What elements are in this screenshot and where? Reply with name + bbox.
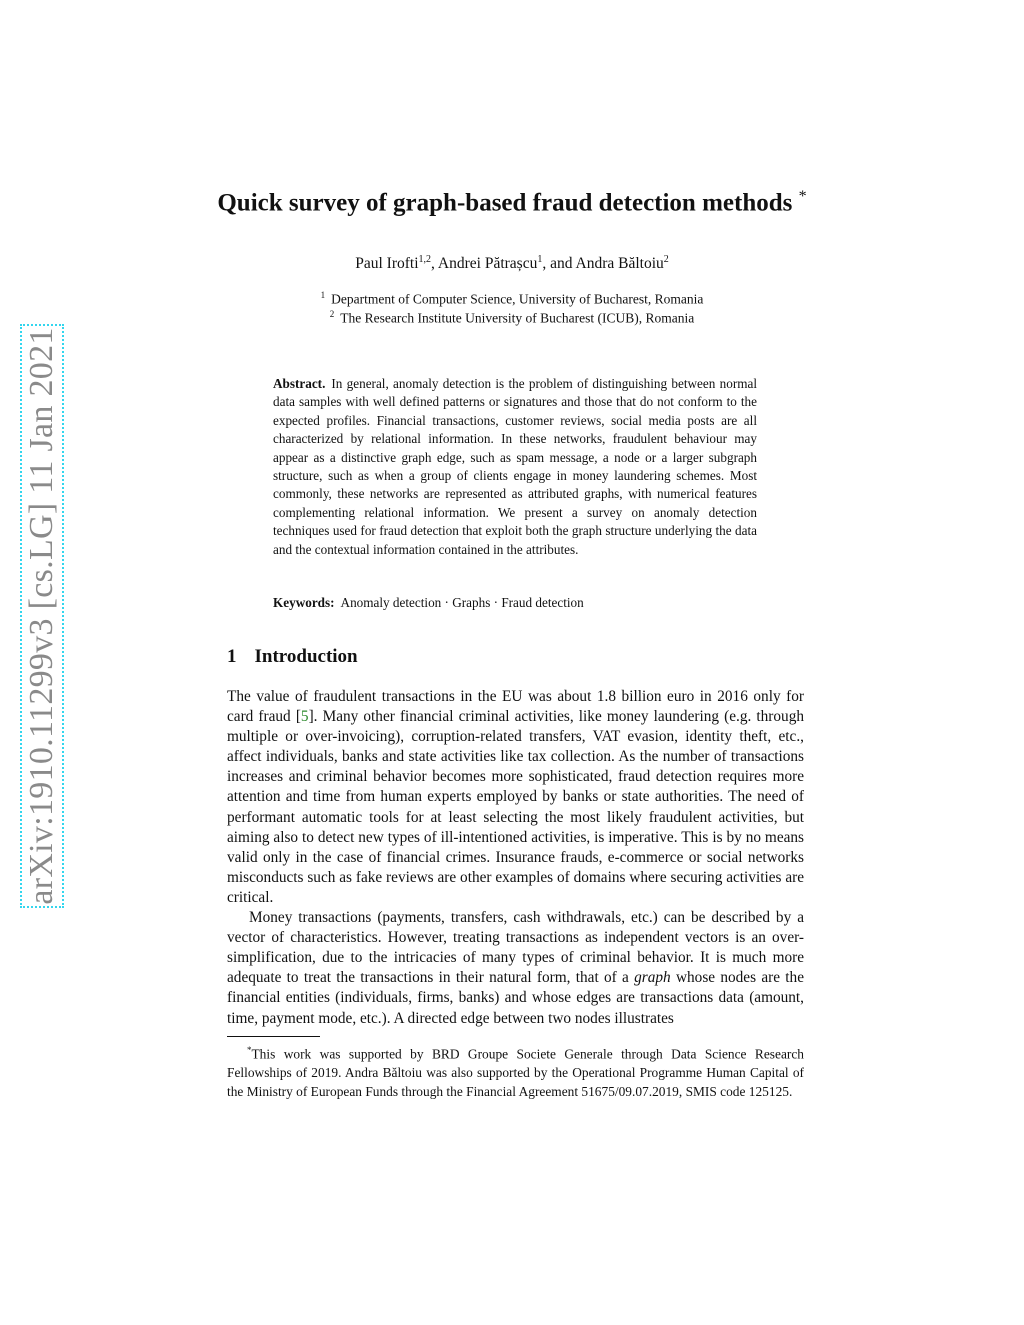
author-separator: , [431,255,438,273]
paragraph-text: whose nodes are the financial entities (individuals, firms, banks) and whose edges are transactions data (amount, time, payment mode, etc.). A directed edge between two nodes illustrates [227,969,804,1027]
affiliation-2 [0,309,1024,327]
affiliation-text: The Research Institute University of Bucharest (ICUB), Romania [340,310,695,326]
paragraph [227,908,804,1029]
author-affil-mark: 2 [663,254,669,265]
section-number: 1 [227,646,237,667]
author-affil-mark: 1,2 [418,254,432,265]
section-title: Introduction [254,646,358,667]
paragraph [227,687,804,908]
abstract-label: Abstract. [273,376,326,391]
author-separator: , and [542,255,576,273]
abstract-text: In general, anomaly detection is the problem of distinguishing between normal data samples with well defined patterns or signatures and those that do not conform to the expected profiles. Financial transactions, customer reviews, social media posts are all characterized by relational information. In these networks, fraudulent behaviour may appear as a distinctive graph edge, such as spam message, a node or a larger subgraph structure, such as when a group of clients engage in money laundering schemes. Most commonly, these networks are represented as attributed graphs, with numerical features complementing relational information. We present a survey on anomaly detection techniques used for fraud detection that exploit both the graph structure underlying the data and the contextual information contained in the attributes. [273,376,757,557]
footnote-text: This work was supported by BRD Groupe Societe Generale through Data Science Research Fellowships of 2019. Andra Băltoiu was also supported by the Operational Programme Human Capital of the Ministry of European Funds through the Financial Agreement 51675/09.07.2019, SMIS code 125125. [227,1046,804,1100]
paper-title-text: Quick survey of graph-based fraud detection methods [217,189,793,217]
author-name: Paul Irofti [355,255,419,273]
keywords-text: Anomaly detection · Graphs · Fraud detection [340,595,584,610]
author-list [0,254,1024,273]
abstract [273,375,757,559]
footnote-mark: * [247,1045,252,1055]
keywords-label: Keywords: [273,595,335,610]
footnote-divider [227,1036,320,1037]
title-footnote-mark: * [798,188,807,205]
keywords [273,595,757,611]
affiliation-number: 2 [329,309,335,319]
author-affil-mark: 1 [537,254,543,265]
paragraph-text: The value of fraudulent transactions in the EU was about 1.8 billion euro in 2016 only for card fraud [ [227,688,804,726]
paper-title [0,188,1024,217]
citation-link[interactable]: 5 [300,708,309,726]
affiliation-number: 1 [320,290,326,300]
paragraph-text: Money transactions (payments, transfers, cash withdrawals, etc.) can be described by a vector of characteristics. However, treating transactions as independent vectors is an over-simplification, due to the intricacies of many types of criminal behavior. It is much more adequate to treat the transactions in their natural form, that of a [227,909,804,987]
arxiv-identifier[interactable]: arXiv:1910.11299v3 [cs.LG] 11 Jan 2021 [23,327,60,905]
affiliation-1 [0,290,1024,308]
author-name: Andra Băltoiu [575,255,664,273]
author-name: Andrei Pătrașcu [437,255,538,273]
affiliation-text: Department of Computer Science, University of Bucharest, Romania [331,291,704,307]
footnote [227,1041,804,1101]
emphasis-text: graph [634,969,671,987]
section-heading [227,646,358,668]
paragraph-text: ]. Many other financial criminal activities, like money laundering (e.g. through multiple or over-invoicing), corruption-related transfers, VAT evasion, identity theft, etc., affect individuals, banks and state activities like tax collection. As the number of transactions increases and criminal behavior becomes more sophisticated, fraud detection requires more attention and time from human experts employed by banks or state authorities. The need of performant automatic tools for at least selecting the most likely fraudulent activities, but aiming also to detect new types of ill-intentioned activities, is imperative. This is by no means valid only in the case of financial crimes. Insurance frauds, e-commerce or social networks misconducts such as fake reviews are other examples of domains where securing activities are critical. [227,708,804,906]
introduction-body [227,687,804,1029]
